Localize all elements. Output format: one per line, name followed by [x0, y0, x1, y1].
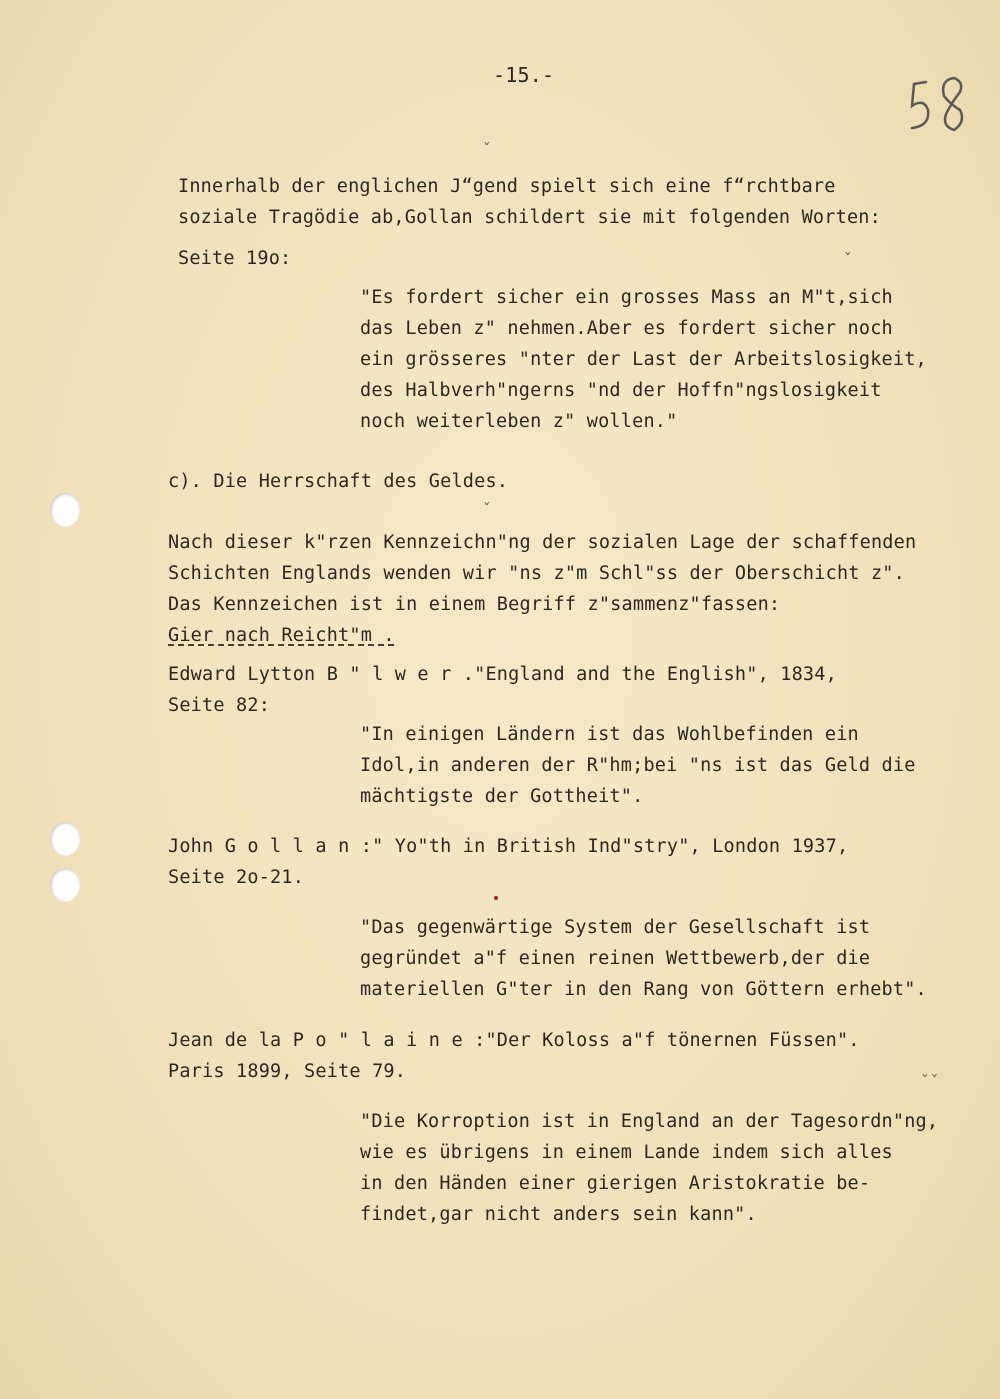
quote-line: in den Händen einer gierigen Aristokratie be- [360, 1173, 871, 1194]
quote-line: das Leben z" nehmen.Aber es fordert sicher noch [360, 318, 893, 339]
quote-line: materiellen G"ter in den Rang von Göttern erhebt". [360, 979, 927, 1000]
citation-page: Seite 82: [168, 695, 271, 716]
citation-page: Paris 1899, Seite 79. [168, 1061, 407, 1082]
paragraph-line: Schichten Englands wenden wir "ns z"m Schl"ss der Oberschicht z". [168, 563, 905, 584]
paragraph-line: Nach dieser k"rzen Kennzeichn"ng der sozialen Lage der schaffenden [168, 532, 917, 553]
handwritten-page-number [906, 70, 976, 140]
typewriter-mark: ˇ [482, 140, 492, 159]
quote-line: ein grösseres "nter der Last der Arbeitslosigkeit, [360, 349, 927, 370]
typewriter-mark: ˇˇ [920, 1072, 940, 1091]
citation-source: John G o l l a n :" Yo"th in British Ind"stry", London 1937, [168, 836, 849, 857]
punch-hole [50, 868, 80, 902]
ink-dot [494, 896, 498, 900]
paragraph-line: Innerhalb der englichen J“gend spielt sich eine f“rchtbare [178, 176, 836, 197]
quote-line: gegründet a"f einen reinen Wettbewerb,der die [360, 948, 871, 969]
quote-line: findet,gar nicht anders sein kann". [360, 1204, 757, 1225]
citation-page: Seite 19o: [178, 248, 292, 269]
page-number: -15.- [493, 63, 555, 87]
quote-line: wie es übrigens in einem Lande indem sich alles [360, 1142, 893, 1163]
section-heading: c). Die Herrschaft des Geldes. [168, 471, 509, 492]
quote-line: "In einigen Ländern ist das Wohlbefinden ein [360, 724, 859, 745]
quote-line: "Das gegenwärtige System der Gesellschaft ist [360, 917, 871, 938]
citation-source: Edward Lytton B " l w e r ."England and the English", 1834, [168, 664, 837, 685]
typewriter-mark: ˇ [843, 250, 853, 269]
punch-hole [50, 822, 80, 856]
paragraph-line: soziale Tragödie ab,Gollan schildert sie mit folgenden Worten: [178, 207, 881, 228]
underlined-phrase: Gier nach Reicht"m . [168, 625, 395, 646]
typewriter-mark: ˇ [482, 500, 492, 519]
quote-line: des Halbverh"ngerns "nd der Hoffn"ngslosigkeit [360, 380, 882, 401]
quote-line: "Es fordert sicher ein grosses Mass an M"t,sich [360, 287, 893, 308]
quote-line: Idol,in anderen der R"hm;bei "ns ist das Geld die [360, 755, 916, 776]
quote-line: noch weiterleben z" wollen." [360, 411, 678, 432]
quote-line: mächtigste der Gottheit". [360, 786, 644, 807]
citation-page: Seite 2o-21. [168, 867, 305, 888]
quote-line: "Die Korroption ist in England an der Tagesordn"ng, [360, 1111, 939, 1132]
citation-source: Jean de la P o " l a i n e :"Der Koloss a"f tönernen Füssen". [168, 1030, 860, 1051]
paragraph-line: Das Kennzeichen ist in einem Begriff z"sammenz"fassen: [168, 594, 781, 615]
punch-hole [50, 493, 80, 527]
